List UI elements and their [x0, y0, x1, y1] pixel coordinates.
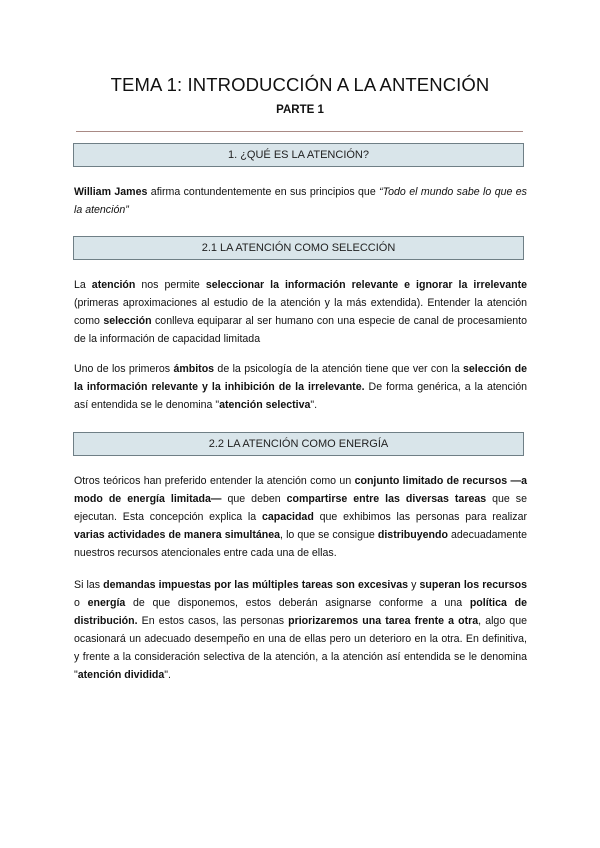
title-divider: [76, 131, 523, 132]
document-subtitle: PARTE 1: [276, 104, 324, 116]
paragraph-text: o: [74, 597, 88, 609]
paragraph-text: que deben: [221, 493, 287, 505]
paragraph-text: adecuadamente nuestros recursos atencionales entre cada una de ellas.: [74, 529, 527, 559]
bold-text: energía: [87, 597, 126, 609]
paragraph-text: Otros teóricos han preferido entender la atención como un: [74, 475, 355, 487]
paragraph-text: De forma genérica, a la atención así entendida se le denomina ": [74, 381, 527, 411]
bold-text: seleccionar la información relevante e ignorar la irrelevante: [205, 279, 527, 291]
bold-text: varias actividades de manera simultánea: [74, 529, 281, 541]
paragraph-text: La: [74, 279, 92, 291]
section-heading-1: 1. ¿QUÉ ES LA ATENCIÓN?: [73, 143, 524, 167]
paragraph-text: que se ejecutan. Esta concepción explica la: [74, 493, 527, 523]
paragraph-text: conlleva equiparar al ser humano con una especie de canal de procesamiento de la información de capacidad limitada: [74, 315, 527, 345]
paragraph-text: de que disponemos, estos deberán asignarse conforme a una: [125, 597, 470, 609]
section-heading-2-2: 2.2 LA ATENCIÓN COMO ENERGÍA: [73, 432, 524, 456]
bold-text: ámbitos: [173, 363, 215, 375]
bold-text: atención selectiva: [219, 399, 311, 411]
bold-text: demandas impuestas por las múltiples tareas son excesivas: [103, 579, 409, 591]
bold-text: selección de la información relevante y la inhibición de la irrelevante.: [74, 363, 527, 393]
bold-text: selección: [103, 315, 152, 327]
paragraph-seleccion-2: [74, 360, 527, 414]
bold-text: política de distribución.: [74, 597, 527, 627]
paragraph-text: , lo que se consigue: [280, 529, 378, 541]
bold-text: compartirse entre las diversas tareas: [286, 493, 487, 505]
paragraph-text: y: [408, 579, 420, 591]
paragraph-text: , algo que ocasionará un adecuado desempeño en una de ellas pero un deterioro en la otra. En definitiva, y frente a la consideración selectiva de la atención, a la atención así entendida se le denomina ": [74, 615, 527, 681]
bold-text: distribuyendo: [377, 529, 448, 541]
bold-text: superan los recursos: [419, 579, 527, 591]
paragraph-text: que exhibimos las personas para realizar: [313, 511, 527, 523]
quote: “Todo el mundo sabe lo que es la atención”: [74, 186, 527, 216]
bold-text: conjunto limitado de recursos —a modo de energía limitada—: [74, 475, 527, 505]
paragraph-energia-1: [74, 472, 527, 562]
bold-text: capacidad: [261, 511, 314, 523]
section-heading-2-1: 2.1 LA ATENCIÓN COMO SELECCIÓN: [73, 236, 524, 260]
author-name: William James: [74, 186, 148, 198]
paragraph-energia-2: [74, 576, 527, 684]
paragraph-william-james: [74, 183, 527, 219]
bold-text: atención: [91, 279, 136, 291]
paragraph-seleccion-1: [74, 276, 527, 348]
paragraph-text: ".: [310, 399, 318, 411]
paragraph-text: ".: [164, 669, 172, 681]
bold-text: priorizaremos una tarea frente a otra: [288, 615, 479, 627]
paragraph-text: Si las: [74, 579, 104, 591]
paragraph-text: Uno de los primeros: [74, 363, 174, 375]
paragraph-text: de la psicología de la atención tiene que ver con la: [214, 363, 463, 375]
bold-text: atención dividida: [77, 669, 165, 681]
document-title: TEMA 1: INTRODUCCIÓN A LA ANTENCIÓN: [110, 74, 490, 95]
paragraph-text: nos permite: [135, 279, 206, 291]
paragraph-text: En estos casos, las personas: [137, 615, 289, 627]
paragraph-text: (primeras aproximaciones al estudio de la atención y la más extendida). Entender la atención como: [74, 297, 527, 327]
paragraph-text: afirma contundentemente en sus principios que: [147, 186, 380, 198]
